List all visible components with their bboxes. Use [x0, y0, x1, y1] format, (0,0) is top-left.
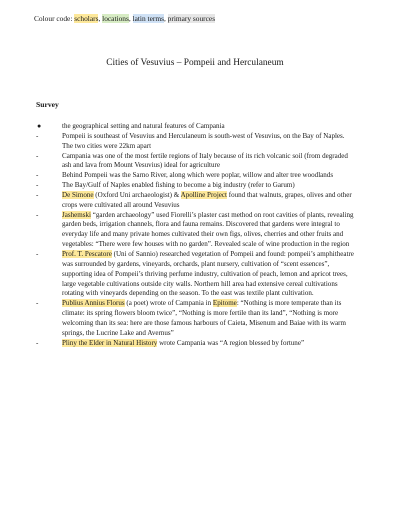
bullet-text: (a poet) wrote of Campania in: [124, 299, 213, 308]
highlighted-term: De Simone: [62, 190, 94, 199]
list-item: [36, 152, 354, 172]
bullet-text: “garden archaeology” used Fiorelli’s plaster cast method on root cavities of plants, revealing garden beds, irrigation channels, flora and fauna remains. Discovered that gardens were integral to everyday life and many private homes cultivated their own figs, olives, cherries and other fruits and vegetables: “There were few houses with no garden”. Revealed scale of wine production in the region: [62, 210, 354, 249]
colour-code-legend: Colour code: scholars, locations, latin terms, primary sources: [34, 14, 216, 23]
bullet-text: (Uni of Sannio) researched vegetation of Pompeii and found: pompeii’s amphitheatre was surrounded by gardens, vineyards, orchards, plant nursery, cultivation of “scent essences”, supporting idea of Pompeii’s thriving perfume industry, cultivation of peach, lemon and apricot trees, large vegetable cultivations outside city walls. Northern hill area had extensive cereal cultivations rotating with vineyards depending on the season. To the east was textile plant cultivation.: [62, 249, 354, 298]
bullet-dash: -: [36, 338, 39, 347]
bullet-text: Pompeii is southeast of Vesuvius and Herculaneum is south-west of Vesuvius, on the Bay of Naples. The two cities were 22km apart: [62, 131, 345, 150]
bullet-dot-icon: ●: [37, 122, 42, 130]
bullet-list: [36, 122, 354, 348]
bullet-dash: -: [36, 131, 39, 140]
highlighted-term: Pliny the Elder in Natural History: [62, 338, 158, 347]
legend-primary-sources: primary sources: [167, 14, 216, 23]
bullet-text: Behind Pompeii was the Sarno River, along which were poplar, willow and alter tree woodlands: [62, 171, 334, 180]
page-title: Cities of Vesuvius – Pompeii and Herculaneum: [106, 58, 284, 68]
bullet-text: Campania was one of the most fertile regions of Italy because of its rich volcanic soil (from degraded ash and lava from Mount Vesuvius) ideal for agriculture: [62, 151, 348, 170]
section-heading: Survey: [36, 100, 59, 109]
bullet-text: (Oxford Uni archaeologist) &: [93, 190, 181, 199]
list-item: [36, 181, 354, 191]
legend-scholars: scholars: [74, 14, 99, 23]
bullet-dash: -: [36, 190, 39, 199]
bullet-dash: -: [36, 210, 39, 219]
bullet-text: the geographical setting and natural features of Campania: [62, 122, 225, 130]
highlighted-term: Prof. T. Pescatore: [62, 249, 112, 258]
highlighted-term: Publius Annius Florus: [62, 299, 125, 308]
bullet-dash: -: [36, 181, 39, 190]
list-item: [36, 122, 354, 132]
bullet-dash: -: [36, 171, 39, 180]
bullet-text: : “Nothing is more temperate than its climate: its spring flowers bloom twice”, “Nothing is more fertile than its land”, “Nothing is more welcoming than its sea: here are those famous harbours of Caieta, Misenum and Baiae with its warm springs, the Lucrine Lake and Avernus”: [62, 299, 346, 337]
highlighted-term: Jashemski: [62, 210, 91, 219]
bullet-text: wrote Campania was “A region blessed by fortune”: [157, 338, 305, 347]
bullet-text: found that walnuts, grapes, olives and other crops were cultivated all around Vesuvius: [62, 190, 352, 209]
bullet-text: The Bay/Gulf of Naples enabled fishing to become a big industry (refer to Garum): [62, 181, 295, 190]
list-item: [36, 191, 354, 211]
bullet-dash: -: [36, 249, 39, 258]
list-item: [36, 171, 354, 181]
list-item: [36, 299, 354, 338]
list-item: [36, 132, 354, 152]
highlighted-term: Apolline Project: [180, 190, 227, 199]
colour-code-label: Colour code:: [34, 14, 75, 23]
highlighted-term: Epitome: [212, 299, 237, 308]
bullet-dash: -: [36, 299, 39, 308]
list-item: [36, 211, 354, 250]
legend-latin-terms: latin terms: [132, 14, 164, 23]
list-item: [36, 339, 354, 349]
list-item: [36, 250, 354, 299]
legend-locations: locations: [102, 14, 129, 23]
bullet-dash: -: [36, 151, 39, 160]
